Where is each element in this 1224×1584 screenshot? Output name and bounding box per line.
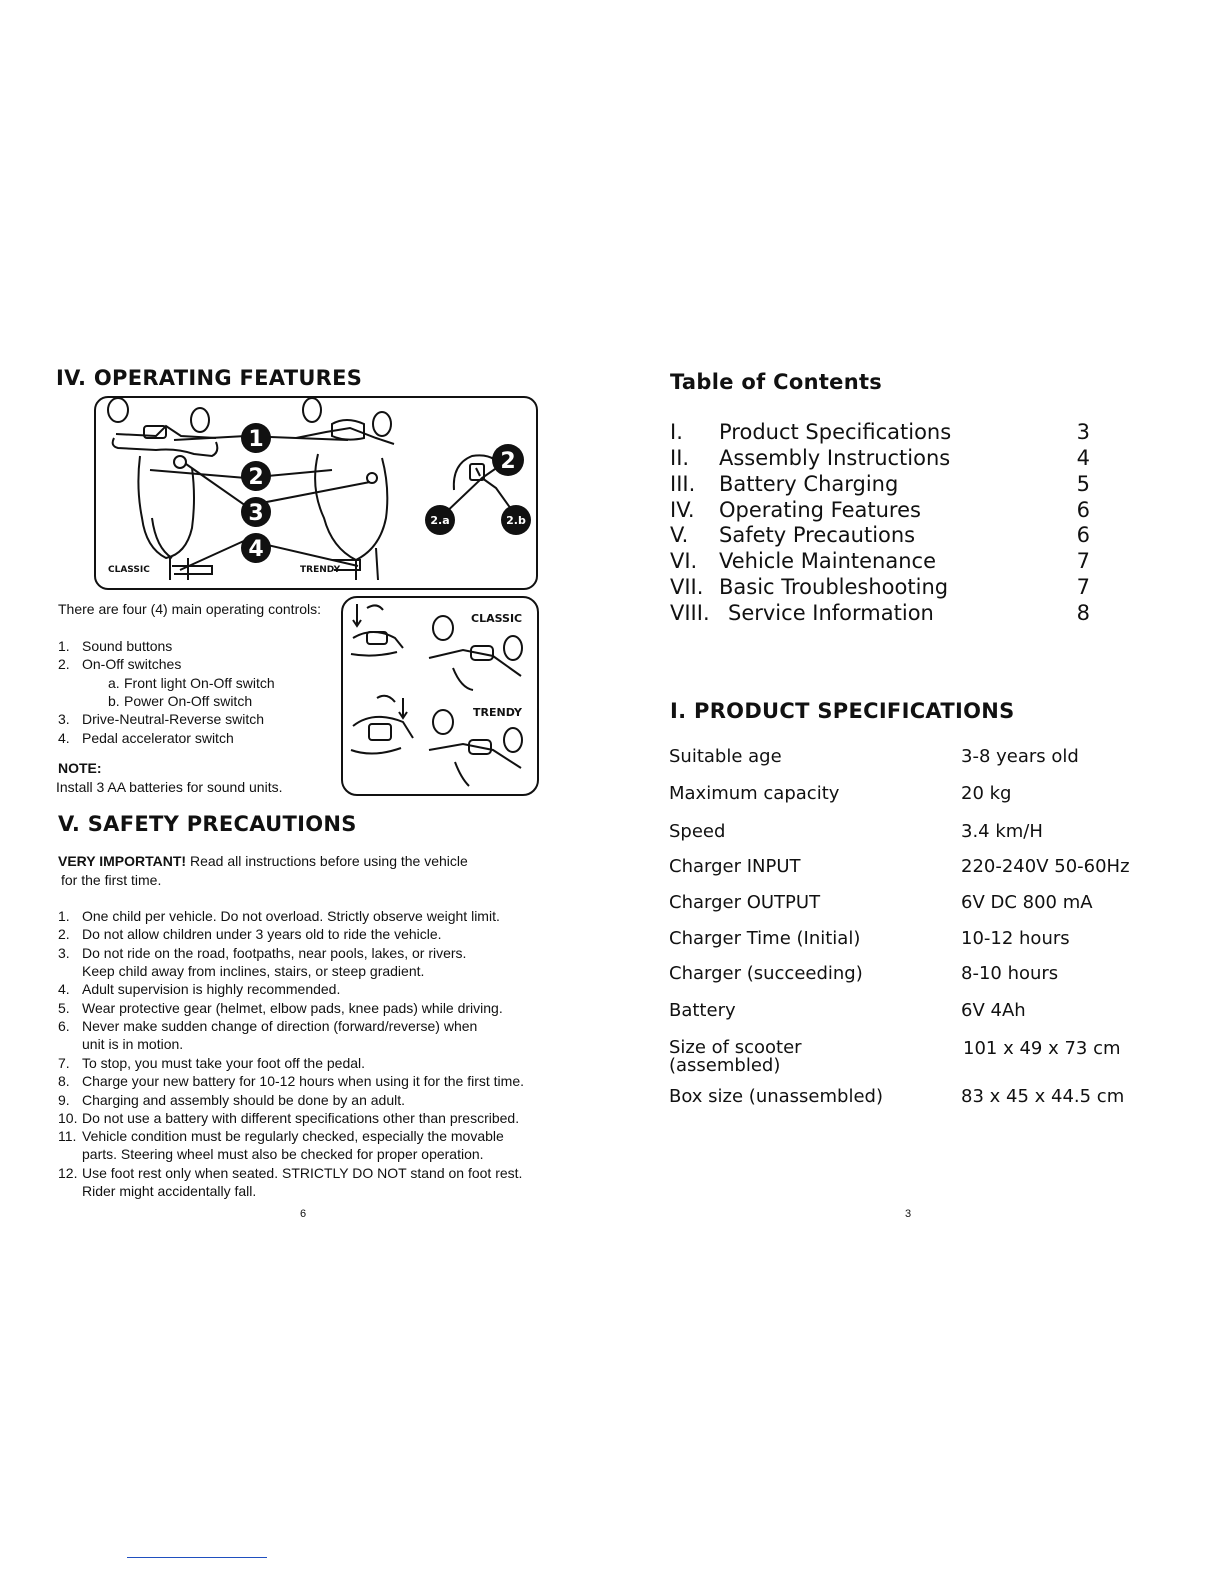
switch-closeup-panel — [341, 596, 539, 796]
toc-entry-number: V. — [670, 523, 689, 547]
control-text: Pedal accelerator switch — [82, 730, 234, 746]
safety-item-text: Do not ride on the road, footpaths, near pools, lakes, or rivers. — [82, 945, 467, 961]
figure-label-classic: CLASSIC — [108, 565, 150, 575]
control-number: 2. — [58, 656, 70, 672]
spec-label: Charger OUTPUT — [669, 892, 821, 913]
note-text: Install 3 AA batteries for sound units. — [56, 779, 283, 795]
spec-value: 6V DC 800 mA — [961, 892, 1093, 913]
toc-entry-number: III. — [670, 472, 696, 496]
safety-item-text-cont: Keep child away from inclines, stairs, or steep gradient. — [82, 963, 425, 980]
spec-value: 220-240V 50-60Hz — [961, 856, 1130, 877]
left-page-number: 6 — [300, 1208, 307, 1220]
callout-4-badge — [241, 533, 271, 563]
right-page-number: 3 — [905, 1208, 912, 1220]
safety-precautions-title: V. SAFETY PRECAUTIONS — [58, 812, 357, 836]
callout-1-label: 1 — [248, 427, 264, 452]
control-text: On-Off switches — [82, 656, 182, 672]
safety-item-number: 12. — [58, 1165, 78, 1181]
callout-2-label: 2 — [248, 465, 264, 490]
control-number: 3. — [58, 711, 70, 727]
spec-label: Charger (succeeding) — [669, 963, 863, 984]
inset-callout-2-label: 2 — [500, 449, 516, 474]
control-number: 4. — [58, 730, 70, 746]
safety-item-text: Adult supervision is highly recommended. — [82, 981, 341, 997]
safety-item-number: 5. — [58, 1000, 70, 1016]
important-text-line2: for the first time. — [61, 872, 162, 888]
toc-entry-number: II. — [670, 446, 690, 470]
toc-entry-title: Operating Features — [719, 498, 921, 522]
callout-1-badge — [241, 423, 271, 453]
spec-label: Charger INPUT — [669, 856, 801, 877]
toc-entry-title: Battery Charging — [719, 472, 899, 496]
safety-item-text-cont: parts. Steering wheel must also be checked for proper operation. — [82, 1146, 484, 1163]
toc-entry-page: 6 — [1076, 498, 1090, 522]
safety-item-number: 8. — [58, 1073, 70, 1089]
note-label: NOTE: — [58, 760, 102, 776]
important-text-line1: Read all instructions before using the vehicle — [186, 853, 468, 869]
safety-item-number: 11. — [58, 1128, 77, 1144]
safety-item-text-cont: unit is in motion. — [82, 1036, 184, 1053]
closeup-label-trendy: TRENDY — [473, 706, 522, 719]
toc-entry-title: Safety Precautions — [719, 523, 916, 547]
classic-scooter-drawing — [108, 398, 217, 580]
safety-item-text: Do not use a battery with different specifications other than prescribed. — [82, 1110, 520, 1126]
toc-entry[interactable] — [670, 575, 1090, 601]
spec-label: Box size (unassembled) — [669, 1086, 883, 1107]
control-text: Drive-Neutral-Reverse switch — [82, 711, 265, 727]
safety-item-text-cont: Rider might accidentally fall. — [82, 1183, 257, 1200]
toc-entry-page: 3 — [1076, 420, 1090, 444]
closeup-label-classic: CLASSIC — [471, 612, 523, 625]
toc-entry[interactable] — [670, 420, 1090, 446]
inset-callout-2b-badge — [501, 505, 531, 535]
toc-entry-title: Service Information — [728, 601, 934, 625]
toc-entry-page: 8 — [1076, 601, 1090, 625]
trendy-scooter-drawing — [296, 398, 394, 580]
safety-item-number: 9. — [58, 1092, 70, 1108]
callout-2-badge — [241, 461, 271, 491]
toc-entry-title: Vehicle Maintenance — [719, 549, 937, 573]
toc-entry-title: Basic Troubleshooting — [719, 575, 949, 599]
toc-entry[interactable] — [670, 523, 1090, 549]
inset-callout-2b-label: 2.b — [506, 514, 526, 527]
safety-item-number: 2. — [58, 926, 70, 942]
spec-value: 10-12 hours — [961, 928, 1070, 949]
spec-value: 3-8 years old — [961, 746, 1079, 767]
toc-title: Table of Contents — [670, 370, 883, 394]
spec-value: 83 x 45 x 44.5 cm — [961, 1086, 1125, 1107]
safety-item-text: Vehicle condition must be regularly checked, especially the movable — [82, 1128, 504, 1144]
toc-entry[interactable] — [670, 498, 1090, 524]
important-notice — [58, 852, 468, 871]
scooter-illustration — [96, 398, 536, 588]
inset-callout-2-badge — [492, 444, 524, 476]
spec-value: 8-10 hours — [961, 963, 1059, 984]
safety-item-number: 6. — [58, 1018, 70, 1034]
spec-value: 3.4 km/H — [961, 821, 1043, 842]
spec-value: 20 kg — [961, 783, 1012, 804]
toc-entry-number: VII. — [670, 575, 704, 599]
control-subtext: Power On-Off switch — [124, 693, 253, 709]
safety-item-text: To stop, you must take your foot off the pedal. — [82, 1055, 366, 1071]
controls-intro: There are four (4) main operating controls: — [58, 601, 322, 617]
scooter-figure-panel — [94, 396, 538, 590]
toc-entry-page: 6 — [1076, 523, 1090, 547]
spec-label: Charger Time (Initial) — [669, 928, 861, 949]
toc-entry-page: 7 — [1076, 575, 1090, 599]
inset-callout-2a-label: 2.a — [430, 514, 450, 527]
spec-label: Suitable age — [669, 746, 782, 767]
toc-entry-page: 4 — [1076, 446, 1090, 470]
safety-item-number: 1. — [58, 908, 70, 924]
spec-label: Size of scooter (assembled) — [669, 1037, 802, 1076]
toc-entry-number: IV. — [670, 498, 695, 522]
safety-item-text: Charging and assembly should be done by an adult. — [82, 1092, 405, 1108]
toc-entry-number: I. — [670, 420, 683, 444]
switch-closeup-illustration — [343, 598, 537, 794]
safety-item-number: 10. — [58, 1110, 78, 1126]
toc-entry[interactable] — [670, 472, 1090, 498]
safety-item-text: Charge your new battery for 10-12 hours when using it for the first time. — [82, 1073, 524, 1089]
safety-item-text: Wear protective gear (helmet, elbow pads, knee pads) while driving. — [82, 1000, 503, 1016]
toc-entry[interactable] — [670, 549, 1090, 575]
spec-label: Maximum capacity — [669, 783, 840, 804]
toc-entry-number: VIII. — [670, 601, 710, 625]
toc-entry-page: 7 — [1076, 549, 1090, 573]
safety-item-number: 4. — [58, 981, 70, 997]
spec-label: Battery — [669, 1000, 736, 1021]
spec-value: 6V 4Ah — [961, 1000, 1026, 1021]
important-label: VERY IMPORTANT! — [58, 853, 187, 869]
safety-item-number: 3. — [58, 945, 70, 961]
control-text: Sound buttons — [82, 638, 173, 654]
toc-entry-title: Assembly Instructions — [719, 446, 951, 470]
toc-entry[interactable] — [670, 446, 1090, 472]
footer-rule — [127, 1557, 267, 1558]
spec-value: 101 x 49 x 73 cm — [963, 1038, 1121, 1059]
callout-3-badge — [241, 497, 271, 527]
toc-entry-number: VI. — [670, 549, 698, 573]
safety-item-text: Never make sudden change of direction (forward/reverse) when — [82, 1018, 478, 1034]
control-number: 1. — [58, 638, 70, 654]
safety-item-text: Do not allow children under 3 years old to ride the vehicle. — [82, 926, 442, 942]
toc-entry[interactable] — [670, 601, 1090, 627]
spec-label: Speed — [669, 821, 726, 842]
figure-label-trendy: TRENDY — [300, 565, 341, 575]
safety-item-text: Use foot rest only when seated. STRICTLY DO NOT stand on foot rest. — [82, 1165, 523, 1181]
control-subnumber: b. — [108, 693, 120, 709]
control-subtext: Front light On-Off switch — [124, 675, 275, 691]
operating-features-title: IV. OPERATING FEATURES — [56, 366, 363, 390]
toc-entry-page: 5 — [1076, 472, 1090, 496]
product-specifications-title: I. PRODUCT SPECIFICATIONS — [670, 699, 1015, 723]
safety-item-text: One child per vehicle. Do not overload. Strictly observe weight limit. — [82, 908, 500, 924]
callout-4-label: 4 — [248, 537, 264, 562]
toc-entry-title: Product Specifications — [719, 420, 952, 444]
safety-item-number: 7. — [58, 1055, 70, 1071]
callout-3-label: 3 — [248, 501, 264, 526]
control-subnumber: a. — [108, 675, 120, 691]
inset-callout-2a-badge — [425, 505, 455, 535]
